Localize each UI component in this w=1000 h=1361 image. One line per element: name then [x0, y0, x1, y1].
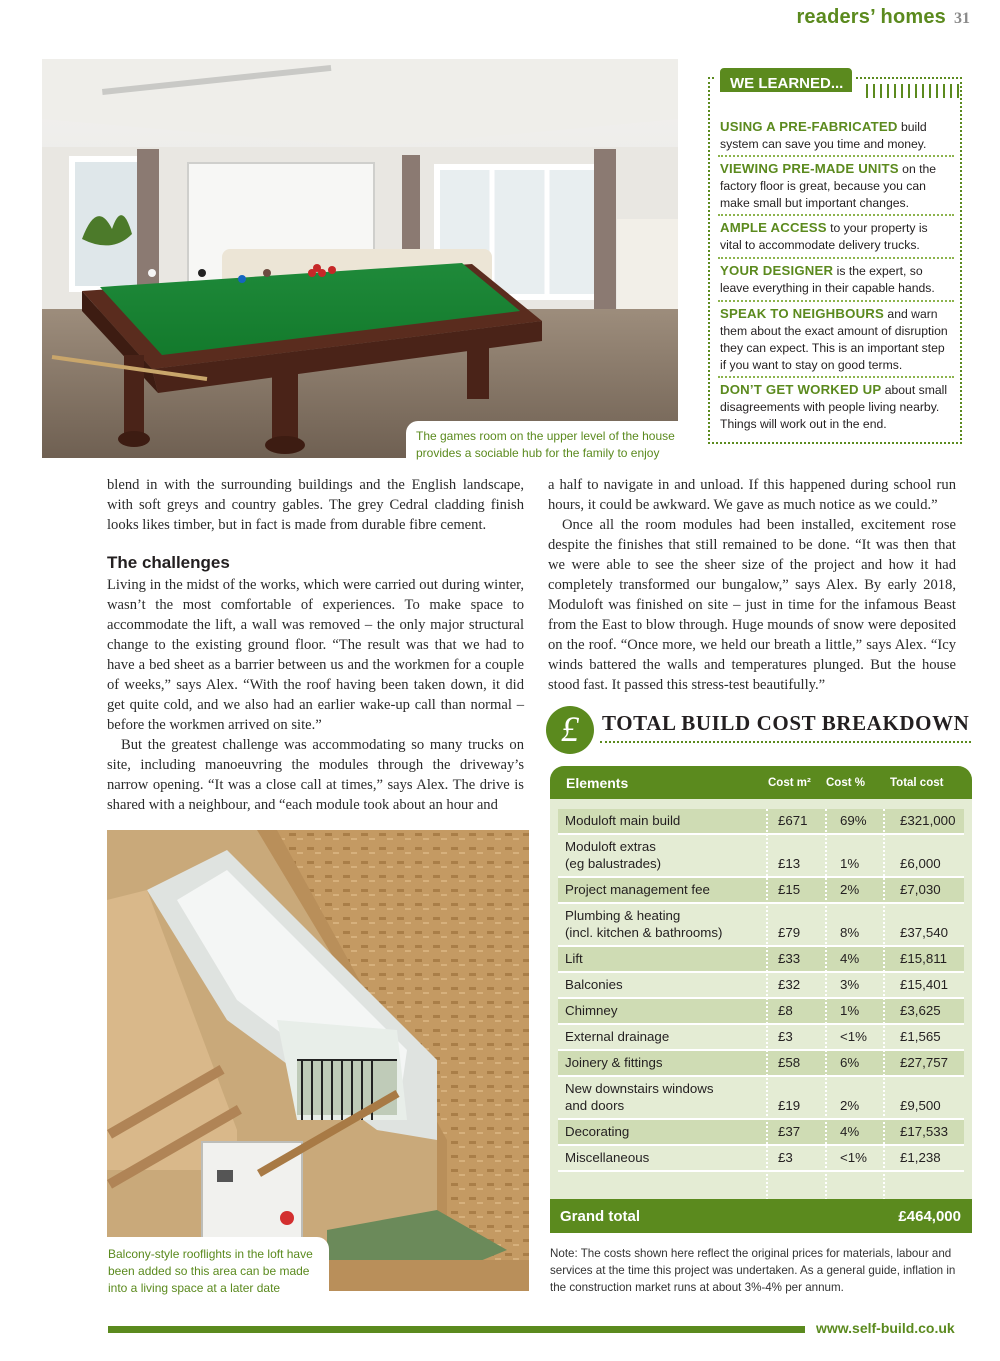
- article-column-1: [107, 575, 524, 815]
- grand-total-row: [550, 1199, 972, 1233]
- article-column-1-top: [107, 475, 524, 535]
- page-number: 31: [954, 10, 970, 27]
- loft-illustration: [107, 830, 529, 1291]
- table-row: [558, 904, 964, 947]
- item-head: USING A PRE-FABRICATED: [720, 119, 898, 134]
- table-header: [550, 766, 972, 799]
- item-head: AMPLE ACCESS: [720, 220, 827, 235]
- item-text: about small disagreements with people living nearby. Things will work out in the end.: [720, 383, 948, 431]
- row-cost-m2: £37: [778, 1124, 801, 1139]
- we-learned-item: [720, 219, 952, 254]
- row-cost-m2: £58: [778, 1055, 801, 1070]
- item-divider: [718, 155, 954, 157]
- title-divider: [600, 741, 971, 743]
- item-divider: [718, 257, 954, 259]
- row-element: Chimney: [565, 1003, 618, 1018]
- row-cost-m2: £19: [778, 1098, 801, 1113]
- table-row: [558, 999, 964, 1025]
- row-total-cost: £7,030: [900, 882, 941, 897]
- section-title: readers’ homes: [796, 6, 946, 28]
- row-cost-pct: 8%: [840, 925, 860, 940]
- cost-breakdown-title: TOTAL BUILD COST BREAKDOWN: [602, 711, 970, 735]
- pound-icon: £: [546, 706, 594, 754]
- row-total-cost: £15,811: [900, 951, 948, 966]
- games-room-caption: The games room on the upper level of the house provides a sociable hub for the family to enjoy: [416, 429, 675, 460]
- row-total-cost: £17,533: [900, 1124, 949, 1139]
- row-cost-m2: £13: [778, 856, 801, 871]
- row-total-cost: £1,565: [900, 1029, 941, 1044]
- article-column-2: [548, 475, 956, 695]
- item-text: and warn them about the exact amount of disruption they can expect. This is an important step if you want to stay on good terms.: [720, 307, 948, 372]
- header-total-cost: Total cost: [890, 777, 944, 789]
- item-divider: [718, 300, 954, 302]
- we-learned-item: [720, 305, 952, 374]
- row-cost-pct: 4%: [840, 951, 860, 966]
- row-cost-pct: 2%: [840, 1098, 860, 1113]
- header-cost-m2: Cost m²: [768, 777, 811, 789]
- grand-total-label: Grand total: [560, 1208, 641, 1225]
- body-paragraph: Once all the room modules had been installed, excitement rose despite the finishes that still remained to be done. “It was then that we were able to see the sheer size of the project and how it had completely transformed our bungalow,” says Alex. By early 2018, Moduloft was finished on site – just in time for the infamous Beast from the East to blow through. Huge mounds of snow were deposited on the roof. “Once more, we held our breath a little,” says Alex. “Icy winds battered the walls and temperatures plunged. But the house stood fast. It passed this stress-test beautifully.”: [548, 517, 956, 693]
- table-row: [558, 1120, 964, 1146]
- row-element: Miscellaneous: [565, 1150, 650, 1165]
- column-divider: [825, 809, 827, 1232]
- page-header: [0, 0, 1000, 40]
- row-element: Joinery & fittings: [565, 1055, 663, 1070]
- header-elements: Elements: [566, 775, 629, 791]
- body-paragraph: But the greatest challenge was accommodating so many trucks on site, including manoeuvring the modules through the driveway’s narrow opening. “It was a close call at times,” says Alex. The drive is shared with a neighbour, and “each module took about an hour and: [107, 737, 524, 813]
- row-cost-m2: £33: [778, 951, 801, 966]
- row-element: External drainage: [565, 1029, 670, 1044]
- grand-total-value: £464,000: [898, 1208, 961, 1225]
- row-total-cost: £27,757: [900, 1055, 949, 1070]
- row-total-cost: £15,401: [900, 977, 949, 992]
- header-cost-pct: Cost %: [826, 777, 865, 789]
- cost-note: Note: The costs shown here reflect the original prices for materials, labour and services at the time this project was undertaken. As a general guide, inflation in the construction market runs at about 3%-4% per annum.: [550, 1247, 956, 1294]
- row-total-cost: £321,000: [900, 813, 956, 828]
- table-row: [558, 973, 964, 999]
- row-element: New downstairs windows and doors: [565, 1081, 714, 1113]
- row-cost-pct: <1%: [840, 1029, 867, 1044]
- games-room-photo: [42, 59, 678, 458]
- row-cost-pct: 4%: [840, 1124, 860, 1139]
- row-cost-pct: 3%: [840, 977, 860, 992]
- row-element: Moduloft main build: [565, 813, 681, 828]
- table-row: [558, 1025, 964, 1051]
- item-head: SPEAK TO NEIGHBOURS: [720, 306, 885, 321]
- footer-bar: [108, 1326, 805, 1333]
- body-paragraph: a half to navigate in and unload. If this happened during school run hours, it could be awkward. We gave as much notice as we could.”: [548, 477, 956, 513]
- row-total-cost: £3,625: [900, 1003, 941, 1018]
- table-row: [558, 1146, 964, 1172]
- item-divider: [718, 376, 954, 378]
- row-cost-pct: 1%: [840, 1003, 860, 1018]
- table-row: [558, 835, 964, 878]
- cost-table: [550, 766, 972, 1232]
- item-head: DON’T GET WORKED UP: [720, 382, 882, 397]
- loft-photo: [107, 830, 529, 1291]
- row-cost-m2: £3: [778, 1029, 793, 1044]
- row-cost-pct: 1%: [840, 856, 860, 871]
- item-text: to your property is vital to accommodate delivery trucks.: [720, 221, 928, 252]
- we-learned-item: [720, 118, 952, 153]
- row-cost-pct: 69%: [840, 813, 867, 828]
- row-element: Balconies: [565, 977, 623, 992]
- row-cost-m2: £79: [778, 925, 801, 940]
- table-body: [558, 809, 964, 1172]
- decorative-ticks: [866, 84, 960, 98]
- row-cost-pct: <1%: [840, 1150, 867, 1165]
- body-paragraph: blend in with the surrounding buildings and the English landscape, with soft greys and country gables. The grey Cedral cladding finish looks likes timber, but in fact is made from durable fibre cement.: [107, 477, 524, 533]
- row-element: Project management fee: [565, 882, 710, 897]
- loft-caption: Balcony-style rooflights in the loft have been added so this area can be made into a living space at a later date: [108, 1247, 313, 1295]
- row-cost-m2: £32: [778, 977, 801, 992]
- row-total-cost: £9,500: [900, 1098, 941, 1113]
- row-cost-m2: £671: [778, 813, 808, 828]
- item-text: build system can save you time and money.: [720, 120, 927, 151]
- item-text: is the expert, so leave everything in their capable hands.: [720, 264, 935, 295]
- column-divider: [766, 809, 768, 1232]
- table-row: [558, 1077, 964, 1120]
- row-element: Plumbing & heating (incl. kitchen & bathrooms): [565, 908, 723, 940]
- row-total-cost: £6,000: [900, 856, 941, 871]
- table-row: [558, 878, 964, 904]
- we-learned-item: [720, 381, 952, 433]
- row-element: Lift: [565, 951, 583, 966]
- item-text: on the factory floor is great, because you can make small but important changes.: [720, 162, 937, 210]
- subheading: The challenges: [107, 553, 230, 572]
- row-total-cost: £1,238: [900, 1150, 941, 1165]
- item-head: VIEWING PRE-MADE UNITS: [720, 161, 899, 176]
- item-divider: [718, 214, 954, 216]
- we-learned-title: WE LEARNED...: [716, 64, 856, 96]
- table-row: [558, 809, 964, 835]
- row-cost-m2: £8: [778, 1003, 793, 1018]
- table-row: [558, 1051, 964, 1077]
- games-room-illustration: [42, 59, 678, 458]
- we-learned-item: [720, 160, 952, 212]
- item-head: YOUR DESIGNER: [720, 263, 834, 278]
- row-element: Moduloft extras (eg balustrades): [565, 839, 662, 871]
- row-cost-m2: £3: [778, 1150, 793, 1165]
- footer-url: www.self-build.co.uk: [816, 1320, 955, 1336]
- row-cost-pct: 6%: [840, 1055, 860, 1070]
- table-row: [558, 947, 964, 973]
- we-learned-item: [720, 262, 952, 297]
- row-cost-pct: 2%: [840, 882, 860, 897]
- body-paragraph: Living in the midst of the works, which were carried out during winter, wasn’t the most comfortable of experiences. To make space to accommodate the lift, a wall was removed – the only major structural change to the existing ground floor. “The result was that we had to have a bed sheet as a barrier between us and the workmen for a couple of weeks,” says Alex. “With the roof having been taken down, it did get quite cold, and we also had an earlier wake-up call than normal – before the workmen arrived on site.”: [107, 577, 524, 733]
- row-total-cost: £37,540: [900, 925, 949, 940]
- row-element: Decorating: [565, 1124, 630, 1139]
- row-cost-m2: £15: [778, 882, 801, 897]
- column-divider: [883, 809, 885, 1232]
